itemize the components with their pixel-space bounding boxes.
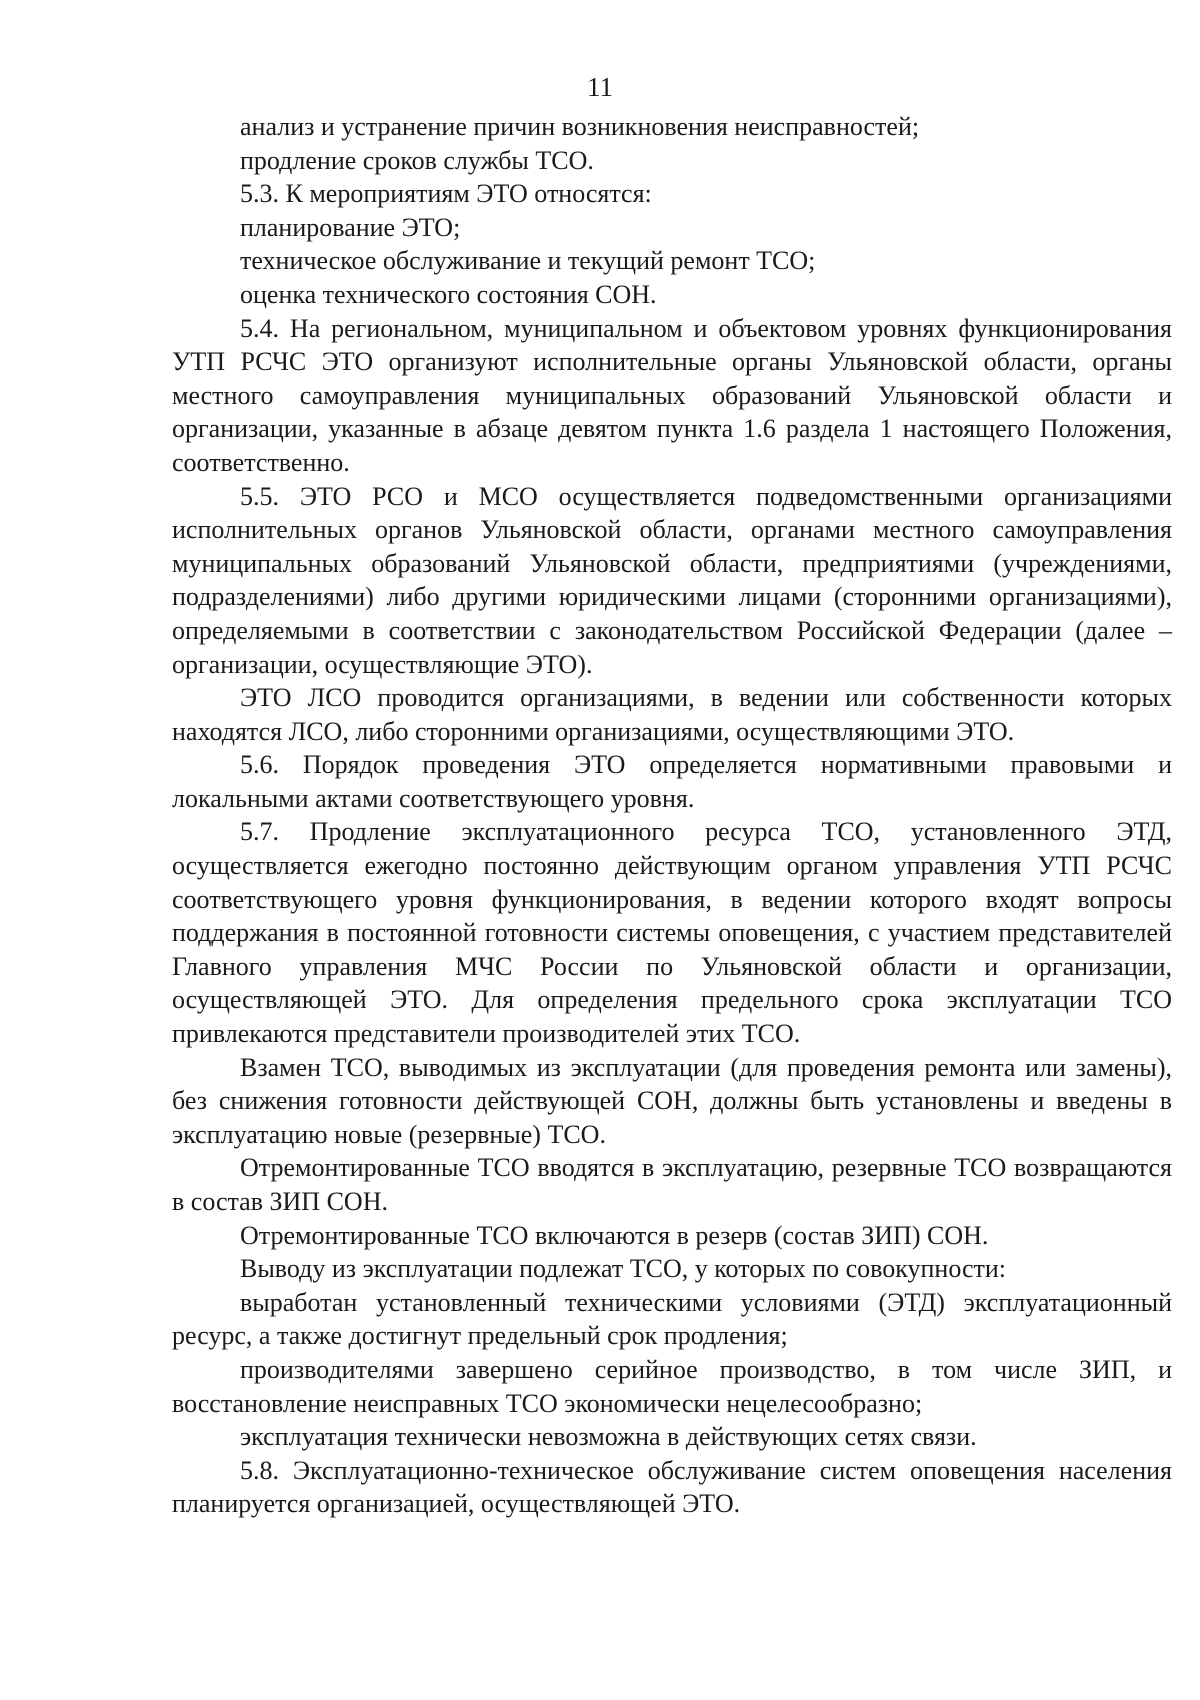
paragraph-3: 5.3. К мероприятиям ЭТО относятся: xyxy=(240,179,652,209)
paragraph-9: ЭТО ЛСО проводится организациями, в ведении или собственности которых находятся ЛСО, либо сторонними организациями, осуществляющими ЭТО. xyxy=(172,683,1172,746)
paragraph-6: оценка технического состояния СОН. xyxy=(240,279,657,309)
paragraph-11: 5.7. Продление эксплуатационного ресурса ТСО, установленного ЭТД, осуществляется ежегодно постоянно действующим органом управления УТП РСЧС соответствующего уровня функционирования, в ведении которого входят вопросы поддержания в постоянной готовности системы оповещения, с участием представителей Главного управления МЧС России по Ульяновской области и организации, осуществляющей ЭТО. Для определения предельного срока эксплуатации ТСО привлекаются представители производителей этих ТСО. xyxy=(172,817,1172,1049)
paragraph-18: эксплуатация технически невозможна в действующих сетях связи. xyxy=(240,1422,977,1452)
paragraph-12: Взамен ТСО, выводимых из эксплуатации (для проведения ремонта или замены), без снижения готовности действующей СОН, должны быть установлены и введены в эксплуатацию новые (резервные) ТСО. xyxy=(172,1052,1172,1149)
paragraph-5: техническое обслуживание и текущий ремонт ТСО; xyxy=(240,246,816,276)
paragraph-15: Выводу из эксплуатации подлежат ТСО, у которых по совокупности: xyxy=(240,1254,1007,1284)
paragraph-14: Отремонтированные ТСО включаются в резерв (состав ЗИП) СОН. xyxy=(240,1220,989,1250)
paragraph-10: 5.6. Порядок проведения ЭТО определяется нормативными правовыми и локальными актами соответствующего уровня. xyxy=(172,750,1172,813)
paragraph-4: планирование ЭТО; xyxy=(240,212,461,242)
paragraph-13: Отремонтированные ТСО вводятся в эксплуатацию, резервные ТСО возвращаются в состав ЗИП СОН. xyxy=(172,1153,1172,1216)
document-body xyxy=(172,110,1172,1521)
paragraph-19: 5.8. Эксплуатационно-техническое обслуживание систем оповещения населения планируется организацией, осуществляющей ЭТО. xyxy=(172,1455,1172,1519)
paragraph-8: 5.5. ЭТО РСО и МСО осуществляется подведомственными организациями исполнительных органов Ульяновской области, органами местного самоуправления муниципальных образований Ульяновской области, предприятиями (учреждениями, подразделениями) либо другими юридическими лицами (сторонними организациями), определяемыми в соответствии с законодательством Российской Федерации (далее – организации, осуществляющие ЭТО). xyxy=(172,481,1172,679)
paragraph-2: продление сроков службы ТСО. xyxy=(240,145,594,175)
paragraph-16: выработан установленный техническими условиями (ЭТД) эксплуатационный ресурс, а также достигнут предельный срок продления; xyxy=(172,1287,1172,1351)
paragraph-7: 5.4. На региональном, муниципальном и объектовом уровнях функционирования УТП РСЧС ЭТО организуют исполнительные органы Ульяновской области, органы местного самоуправления муниципальных образований Ульяновской области и организации, указанные в абзаце девятом пункта 1.6 раздела 1 настоящего Положения, соответственно. xyxy=(172,313,1172,477)
page-number: 11 xyxy=(587,72,613,102)
paragraph-17: производителями завершено серийное производство, в том числе ЗИП, и восстановление неисправных ТСО экономически нецелесообразно; xyxy=(172,1354,1172,1418)
paragraph-1: анализ и устранение причин возникновения неисправностей; xyxy=(240,112,920,141)
